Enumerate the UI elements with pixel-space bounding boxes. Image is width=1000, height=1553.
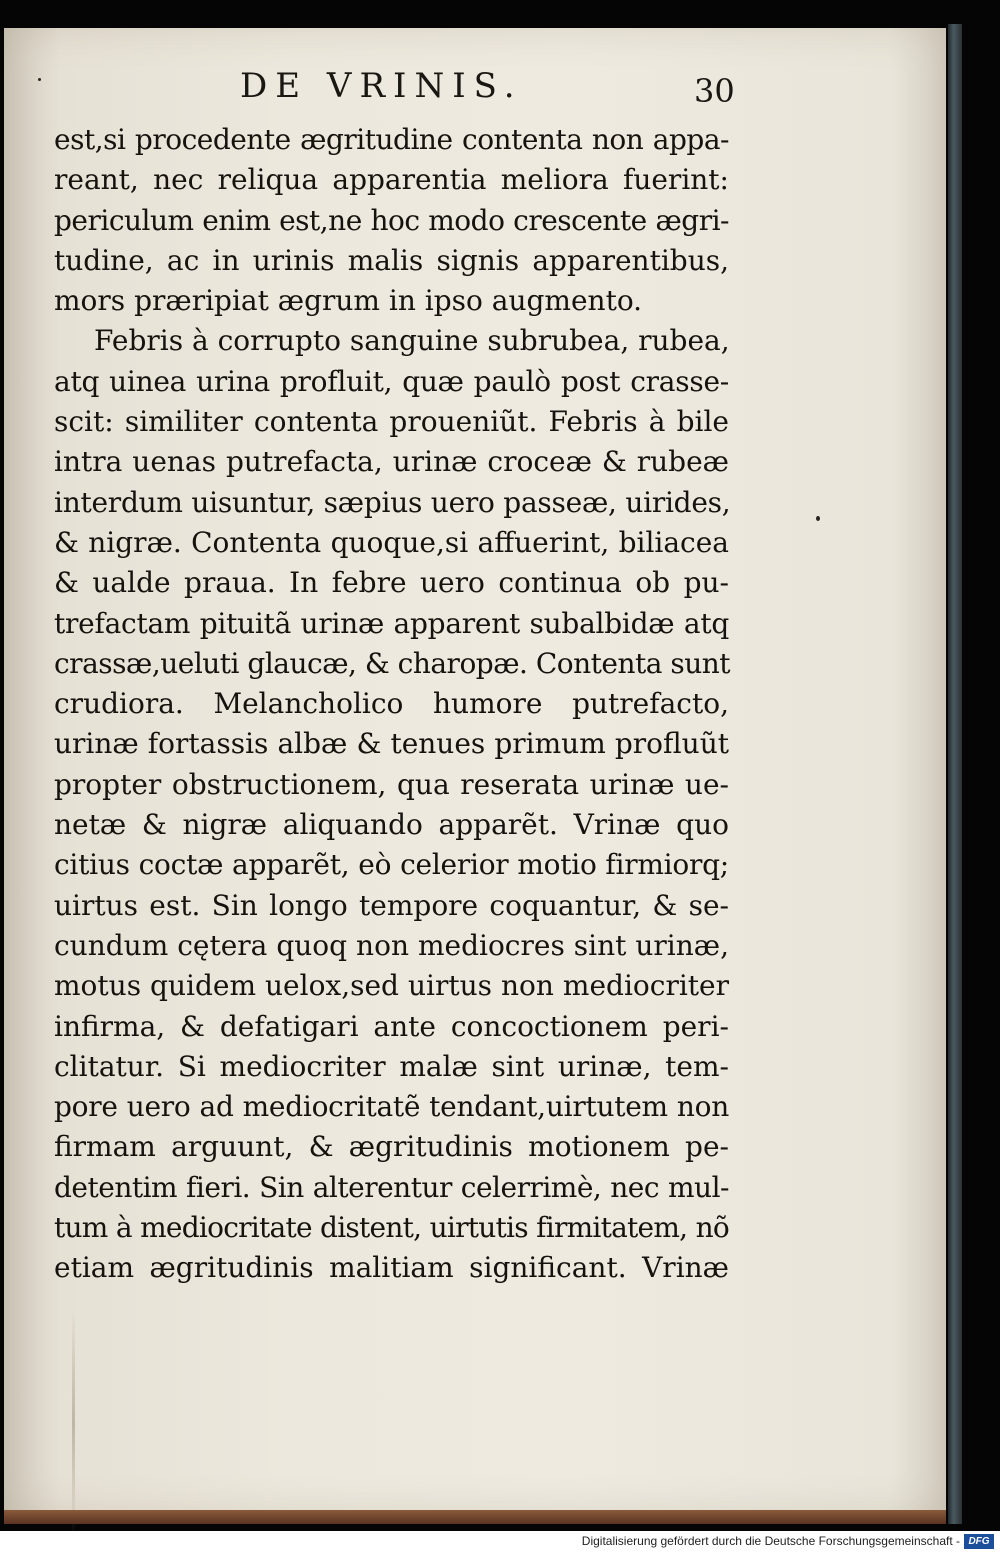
text-line: netæ & nigræ aliquando apparẽt. Vrinæ quo <box>54 808 729 842</box>
text-line: Febris à corrupto sanguine subrubea, rubea, <box>94 324 730 358</box>
funding-credit: Digitalisierung gefördert durch die Deutsche Forschungsgemeinschaft - <box>581 1534 960 1548</box>
dfg-logo-icon: DFG <box>964 1534 994 1549</box>
text-line: periculum enim est,ne hoc modo crescente ægri- <box>54 203 729 237</box>
text-line: tum à mediocritate distent, uirtutis firmitatem, nõ <box>54 1211 729 1245</box>
text-line: cundum cętera quoq non mediocres sint urinæ, <box>54 928 729 962</box>
text-line: trefactam pituitã urinæ apparent subalbidæ atq <box>54 606 729 640</box>
text-line: clitatur. Si mediocriter malæ sint urinæ, tem- <box>54 1049 729 1083</box>
text-line: atq uinea urina profluit, quæ paulò post crasse- <box>54 364 729 398</box>
text-line: interdum uisuntur, sæpius uero passeæ, uirides, <box>54 485 731 519</box>
text-line: urinæ fortassis albæ & tenues primum profluũt <box>54 727 729 761</box>
text-line: & nigræ. Contenta quoque,si affuerint, biliacea <box>54 525 729 559</box>
ink-speck <box>816 516 820 521</box>
page-crease <box>72 1308 75 1538</box>
body-text <box>54 120 729 1289</box>
text-line: tudine, ac in urinis malis signis apparentibus, <box>54 243 729 277</box>
footer-credit-bar <box>0 1531 1000 1553</box>
text-line: etiam ægritudinis malitiam significant. Vrinæ <box>54 1251 729 1285</box>
text-line: crassæ,ueluti glaucæ, & charopæ. Contenta sunt <box>54 646 731 680</box>
ink-speck <box>38 78 41 81</box>
text-line: uirtus est. Sin longo tempore coquantur, & se- <box>54 888 729 922</box>
text-line: reant, nec reliqua apparentia meliora fuerint: <box>54 163 729 197</box>
text-line: detentim fieri. Sin alterentur celerrimè, nec mul- <box>54 1170 729 1204</box>
page-number: 30 <box>694 72 735 110</box>
text-line: firmam arguunt, & ægritudinis motionem pe- <box>54 1130 729 1164</box>
text-line: propter obstructionem, qua reserata urinæ ue- <box>54 767 729 801</box>
text-line: infirma, & defatigari ante concoctionem peri- <box>54 1009 729 1043</box>
book-edge <box>948 24 962 1524</box>
text-line: intra uenas putrefacta, urinæ croceæ & rubeæ <box>54 445 729 479</box>
text-line: citius coctæ apparẽt, eò celerior motio firmiorq; <box>54 848 729 882</box>
text-line: crudiora. Melancholico humore putrefacto, <box>54 687 729 721</box>
text-line: pore uero ad mediocritatẽ tendant,uirtutem non <box>54 1090 729 1124</box>
running-title: DE VRINIS. <box>240 66 523 106</box>
text-line: motus quidem uelox,sed uirtus non mediocriter <box>54 969 729 1003</box>
text-line: est,si procedente ægritudine contenta non appa- <box>54 123 729 156</box>
page-bottom-edge <box>4 1510 946 1524</box>
text-line: & ualde praua. In febre uero continua ob pu- <box>54 566 729 600</box>
text-line: scit: similiter contenta proueniũt. Febris à bile <box>54 405 729 439</box>
text-line: mors præripiat ægrum in ipso augmento. <box>54 284 643 318</box>
